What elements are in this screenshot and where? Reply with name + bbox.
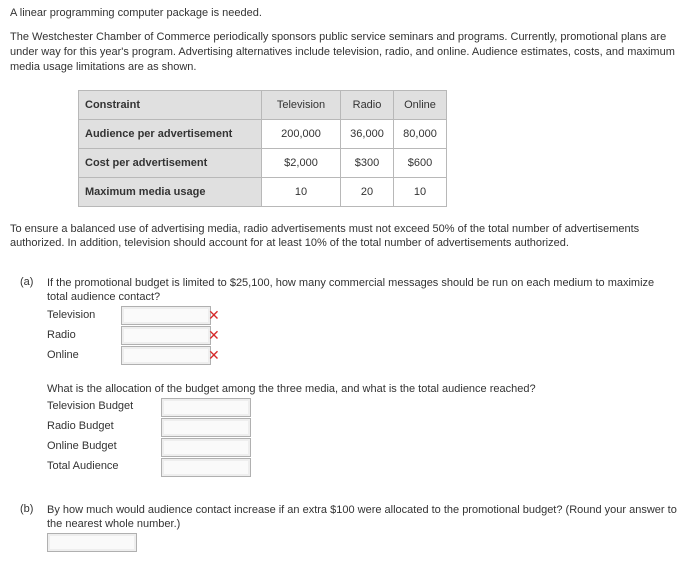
- table-cell: 10: [394, 178, 447, 207]
- part-b-question: By how much would audience contact increase if an extra $100 were allocated to the promotional budget? (Round your answer to the nearest whole number.): [47, 504, 677, 530]
- wrong-mark-icon: ✕: [208, 307, 220, 323]
- table-cell: 36,000: [341, 120, 394, 149]
- table-cell: 80,000: [394, 120, 447, 149]
- header-radio: Radio: [341, 91, 394, 120]
- wrong-mark-icon: ✕: [208, 327, 220, 343]
- audience-increase-input[interactable]: [47, 533, 137, 552]
- part-a-marker: (a): [20, 276, 34, 288]
- part-a-question: If the promotional budget is limited to $25,100, how many commercial messages should be run on each medium to maximize total audience contact?: [47, 277, 655, 303]
- intro-text: A linear programming computer package is needed.: [10, 7, 262, 19]
- table-row: [79, 178, 447, 207]
- constraints-table: [78, 90, 447, 207]
- wrong-mark-icon: ✕: [208, 347, 220, 363]
- table-cell: $600: [394, 149, 447, 178]
- radio-budget-input[interactable]: [161, 418, 251, 437]
- header-constraint: Constraint: [79, 91, 262, 120]
- table-row: [79, 149, 447, 178]
- total-audience-label: Total Audience: [47, 460, 119, 472]
- allocation-question: What is the allocation of the budget among the three media, and what is the total audience reached?: [47, 383, 536, 395]
- table-cell: $2,000: [262, 149, 341, 178]
- table-row: [79, 120, 447, 149]
- row-label: Cost per advertisement: [79, 149, 262, 178]
- table-cell: 200,000: [262, 120, 341, 149]
- television-budget-input[interactable]: [161, 398, 251, 417]
- row-label: Maximum media usage: [79, 178, 262, 207]
- online-budget-label: Online Budget: [47, 440, 117, 452]
- header-online: Online: [394, 91, 447, 120]
- online-label: Online: [47, 349, 79, 361]
- total-audience-input[interactable]: [161, 458, 251, 477]
- row-label: Audience per advertisement: [79, 120, 262, 149]
- television-label: Television: [47, 309, 96, 321]
- table-cell: 20: [341, 178, 394, 207]
- table-cell: 10: [262, 178, 341, 207]
- radio-count-input[interactable]: [121, 326, 211, 345]
- television-budget-label: Television Budget: [47, 400, 134, 412]
- table-header-row: [79, 91, 447, 120]
- online-count-input[interactable]: [121, 346, 211, 365]
- radio-budget-label: Radio Budget: [47, 420, 114, 432]
- part-b-marker: (b): [20, 503, 34, 515]
- header-television: Television: [262, 91, 341, 120]
- balance-constraint-text: To ensure a balanced use of advertising media, radio advertisements must not exceed 50% of the total number of advertisements authorized. In addition, television should account for at least 10% of the total number of advertisements authorized.: [10, 223, 640, 249]
- problem-description: The Westchester Chamber of Commerce periodically sponsors public service seminars and programs. Currently, promotional plans are under way for this year's program. Advertising alternatives include television, radio, and online. Audience estimates, costs, and maximum media usage limitations are as shown.: [10, 31, 675, 73]
- radio-label: Radio: [47, 329, 76, 341]
- television-count-input[interactable]: [121, 306, 211, 325]
- online-budget-input[interactable]: [161, 438, 251, 457]
- table-cell: $300: [341, 149, 394, 178]
